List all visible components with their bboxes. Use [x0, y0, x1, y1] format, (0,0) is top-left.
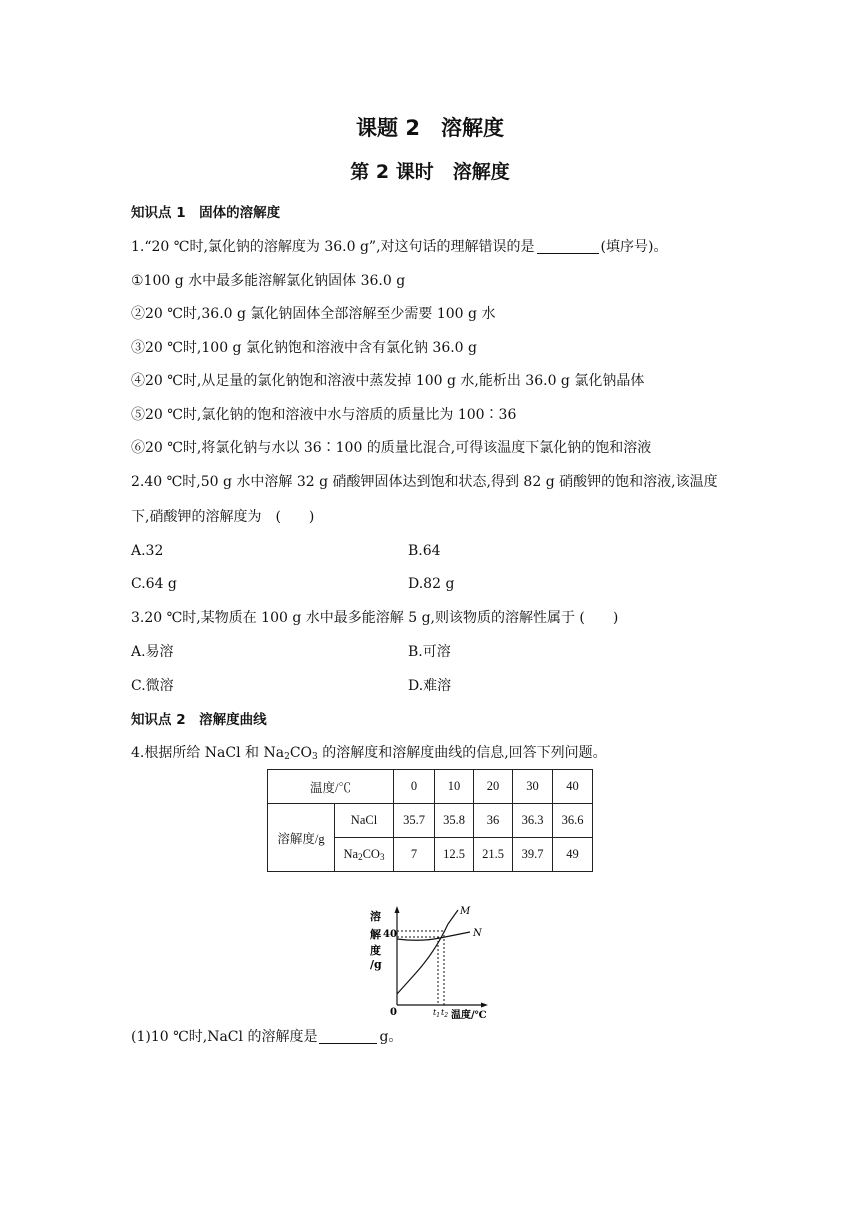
temp-cell: 40 [553, 770, 593, 804]
origin-label: 0 [390, 1007, 397, 1018]
q1-stem-end: (填序号)。 [600, 239, 668, 255]
temp-cell: 30 [513, 770, 553, 804]
y-axis-label [370, 909, 382, 971]
q4-sub1-text: (1)10 ℃时,NaCl 的溶解度是 [131, 1029, 318, 1045]
solubility-table [267, 769, 593, 872]
na2co3-label [335, 838, 394, 872]
q2-option-c: C.64 g [131, 576, 177, 592]
q4-stem-b: CO [289, 745, 313, 761]
q2-option-d: D.82 g [408, 576, 455, 592]
solubility-curve-graph [360, 902, 500, 1022]
q3-option-a: A.易溶 [131, 644, 174, 660]
header-temp-label: 温度/℃ [268, 770, 394, 804]
curve-m [397, 910, 458, 994]
curve-m-label: M [460, 906, 471, 917]
nacl-label: NaCl [335, 804, 394, 838]
na2co3-cell: 21.5 [474, 838, 513, 872]
nacl-cell: 36 [474, 804, 513, 838]
t2-letter: t [441, 1008, 445, 1017]
temp-cell: 20 [474, 770, 513, 804]
ylabel-char: /g [370, 958, 382, 971]
q4-sub-question-1 [131, 1027, 402, 1047]
na2co3-sub3: 3 [379, 852, 385, 862]
answer-blank [319, 1029, 377, 1044]
na2co3-a: Na [343, 847, 359, 861]
q2-option-a: A.32 [131, 543, 164, 559]
curve-n [397, 932, 470, 940]
q1-option-1: ①100 g 水中最多能溶解氯化钠固体 36.0 g [131, 273, 406, 289]
curve-n-label: N [473, 928, 482, 939]
t1-letter: t [433, 1008, 437, 1017]
question-2-stem-line2: 下,硝酸钾的溶解度为 ( ) [131, 509, 315, 525]
t1-sub: 1 [436, 1012, 441, 1019]
x-axis-label: 温度/℃ [451, 1010, 487, 1021]
na2co3-cell: 7 [394, 838, 435, 872]
q3-option-c: C.微溶 [131, 678, 174, 694]
q4-sub1-unit: g。 [379, 1029, 403, 1045]
nacl-cell: 36.3 [513, 804, 553, 838]
table-row [268, 804, 593, 838]
question-1-stem [131, 237, 667, 257]
ylabel-char: 解 [370, 928, 381, 941]
q1-stem-text: 1.“20 ℃时,氯化钠的溶解度为 36.0 g”,对这句话的理解错误的是 [131, 239, 535, 255]
t2-sub: 2 [444, 1012, 449, 1019]
q1-option-6: ⑥20 ℃时,将氯化钠与水以 36∶100 的质量比混合,可得该温度下氯化钠的饱和溶液 [131, 440, 652, 456]
table-row [268, 770, 593, 804]
na2co3-cell: 49 [553, 838, 593, 872]
nacl-cell: 36.6 [553, 804, 593, 838]
q4-stem-c: 的溶解度和溶解度曲线的信息,回答下列问题。 [317, 745, 607, 761]
q4-stem-a: 4.根据所给 NaCl 和 Na [131, 745, 285, 761]
y-tick-40: 40 [383, 929, 397, 940]
q4-sub-2: 2 [284, 752, 290, 762]
q4-sub-3: 3 [312, 752, 318, 762]
q3-option-d: D.难溶 [408, 678, 452, 694]
na2co3-sub2: 2 [358, 852, 363, 862]
question-4-stem [131, 743, 607, 763]
q3-option-b: B.可溶 [408, 644, 451, 660]
question-3-stem: 3.20 ℃时,某物质在 100 g 水中最多能溶解 5 g,则该物质的溶解性属于 ( ) [131, 610, 619, 626]
page-title: 课题 2 溶解度 [356, 116, 504, 140]
ylabel-char: 溶 [370, 910, 381, 923]
section-heading-2: 知识点 2 溶解度曲线 [131, 712, 267, 728]
nacl-cell: 35.8 [435, 804, 474, 838]
q1-option-5: ⑤20 ℃时,氯化钠的饱和溶液中水与溶质的质量比为 100∶36 [131, 407, 517, 423]
temp-cell: 10 [435, 770, 474, 804]
q1-option-2: ②20 ℃时,36.0 g 氯化钠固体全部溶解至少需要 100 g 水 [131, 306, 496, 322]
nacl-cell: 35.7 [394, 804, 435, 838]
solubility-row-label: 溶解度/g [268, 804, 335, 872]
na2co3-b: CO [362, 847, 380, 861]
na2co3-cell: 12.5 [435, 838, 474, 872]
temp-cell: 0 [394, 770, 435, 804]
ylabel-char: 度 [370, 944, 381, 957]
page-subtitle: 第 2 课时 溶解度 [350, 161, 510, 183]
t2-label [441, 1008, 448, 1019]
q1-option-4: ④20 ℃时,从足量的氯化钠饱和溶液中蒸发掉 100 g 水,能析出 36.0 g 氯化钠晶体 [131, 373, 645, 389]
y-axis-arrow [395, 906, 400, 913]
answer-blank [537, 239, 599, 254]
t1-label [433, 1008, 440, 1019]
x-axis-arrow [481, 1003, 488, 1008]
na2co3-cell: 39.7 [513, 838, 553, 872]
section-heading-1: 知识点 1 固体的溶解度 [131, 205, 281, 221]
q1-option-3: ③20 ℃时,100 g 氯化钠饱和溶液中含有氯化钠 36.0 g [131, 340, 477, 356]
q2-option-b: B.64 [408, 543, 441, 559]
question-2-stem-line1: 2.40 ℃时,50 g 水中溶解 32 g 硝酸钾固体达到饱和状态,得到 82 g 硝酸钾的饱和溶液,该温度 [131, 474, 718, 490]
